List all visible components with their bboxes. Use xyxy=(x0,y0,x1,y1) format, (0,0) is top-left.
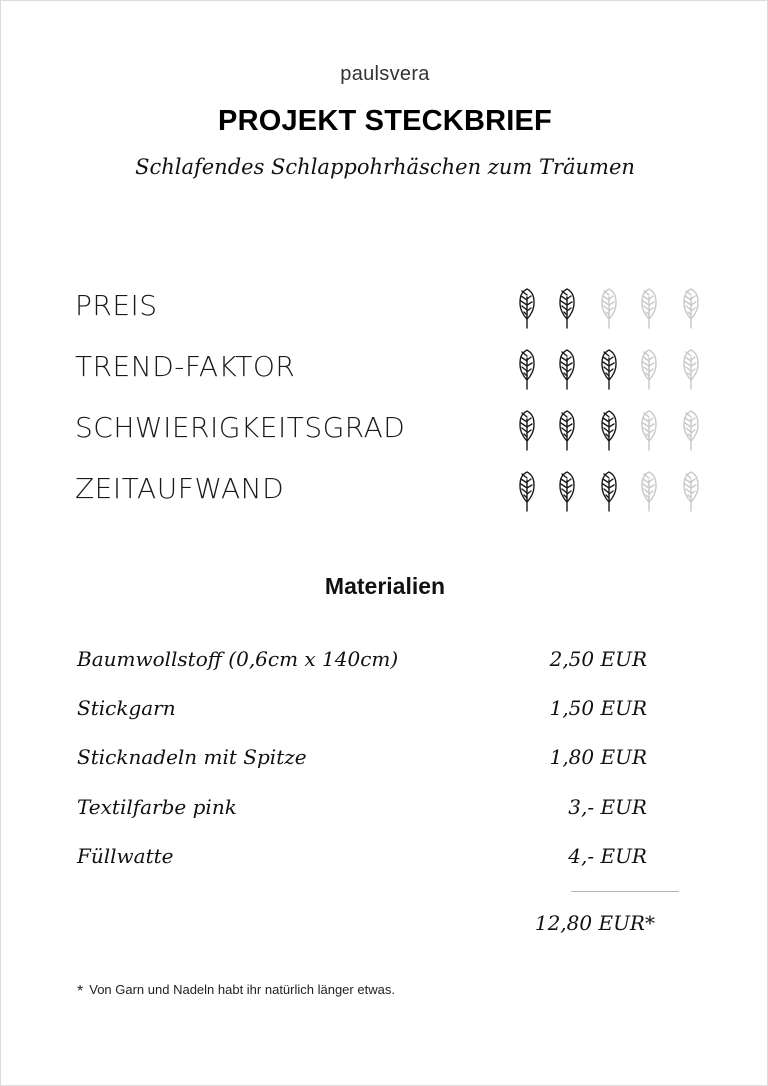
material-row xyxy=(77,647,647,677)
feather-icon xyxy=(639,468,659,512)
feather-icon xyxy=(681,407,701,451)
material-row xyxy=(77,745,647,775)
feather-icon xyxy=(517,468,537,512)
feather-icon xyxy=(639,407,659,451)
rating-label: ZEITAUFWAND xyxy=(75,472,285,505)
feather-icon xyxy=(517,285,537,329)
materials-heading: Materialien xyxy=(324,573,446,599)
sum-divider xyxy=(571,891,679,892)
feather-icon xyxy=(639,346,659,390)
feather-icon xyxy=(681,285,701,329)
feather-icon xyxy=(599,285,619,329)
material-row xyxy=(77,795,647,825)
rating-feathers xyxy=(517,468,717,512)
feather-icon xyxy=(599,468,619,512)
page-title: PROJEKT STECKBRIEF xyxy=(218,105,552,137)
material-price: 1,80 EUR xyxy=(549,745,647,769)
rating-row-trend-faktor xyxy=(75,346,715,390)
rating-row-preis xyxy=(75,285,715,329)
material-price: 4,- EUR xyxy=(568,844,647,868)
material-row xyxy=(77,844,647,874)
footnote-marker: * xyxy=(77,983,84,1000)
material-name: Baumwollstoff (0,6cm x 140cm) xyxy=(77,647,399,671)
rating-label: SCHWIERIGKEITSGRAD xyxy=(75,411,406,444)
feather-icon xyxy=(681,346,701,390)
rating-row-schwierigkeitsgrad xyxy=(75,407,715,451)
material-name: Füllwatte xyxy=(77,844,174,868)
materials-total: 12,80 EUR* xyxy=(534,911,655,935)
feather-icon xyxy=(517,346,537,390)
feather-icon xyxy=(557,468,577,512)
feather-icon xyxy=(557,346,577,390)
feather-icon xyxy=(681,468,701,512)
rating-feathers xyxy=(517,346,717,390)
material-price: 1,50 EUR xyxy=(549,696,647,720)
feather-icon xyxy=(639,285,659,329)
feather-icon xyxy=(517,407,537,451)
material-price: 2,50 EUR xyxy=(549,647,647,671)
footnote-text: Von Garn und Nadeln habt ihr natürlich länger etwas. xyxy=(89,982,395,997)
feather-icon xyxy=(599,407,619,451)
material-row xyxy=(77,696,647,726)
rating-label: PREIS xyxy=(75,289,158,322)
rating-feathers xyxy=(517,285,717,329)
rating-label: TREND-FAKTOR xyxy=(75,350,296,383)
feather-icon xyxy=(557,285,577,329)
brand-name: paulsvera xyxy=(340,63,430,85)
material-price: 3,- EUR xyxy=(568,795,647,819)
footnote xyxy=(77,982,395,1001)
material-name: Stickgarn xyxy=(77,696,176,720)
feather-icon xyxy=(557,407,577,451)
feather-icon xyxy=(599,346,619,390)
page-subtitle: Schlafendes Schlappohrhäschen zum Träumen xyxy=(135,155,635,179)
material-name: Sticknadeln mit Spitze xyxy=(77,745,307,769)
rating-row-zeitaufwand xyxy=(75,468,715,512)
rating-feathers xyxy=(517,407,717,451)
material-name: Textilfarbe pink xyxy=(77,795,237,819)
